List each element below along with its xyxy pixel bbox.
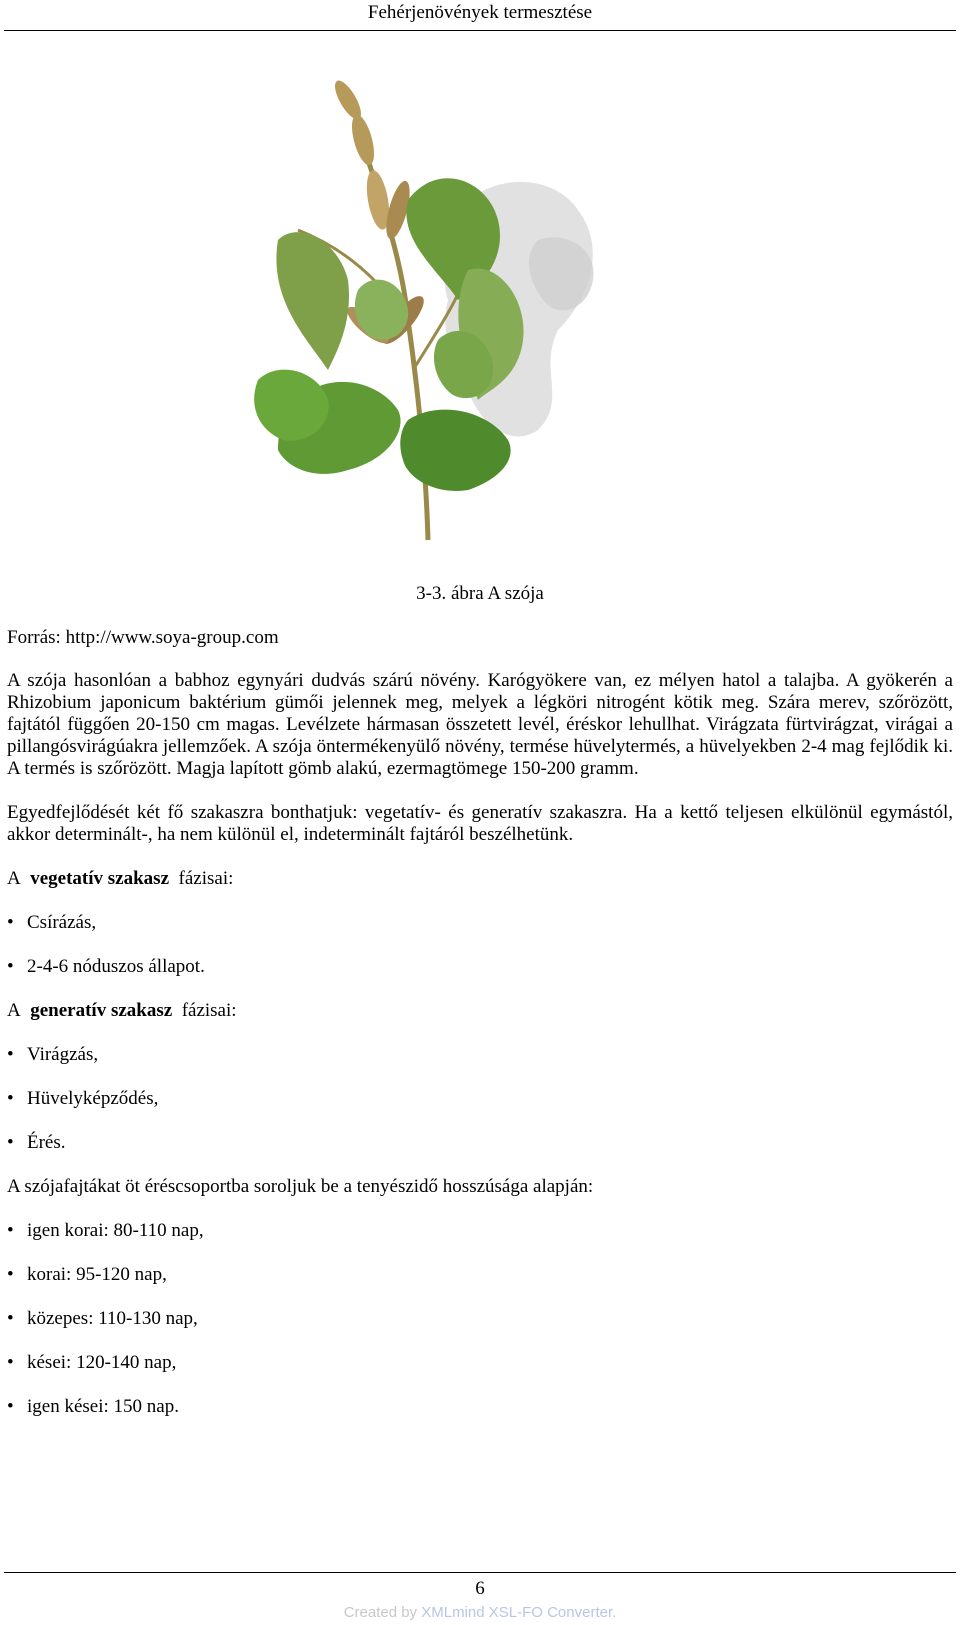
created-prefix: Created by: [343, 1604, 422, 1621]
header-rule: [4, 30, 956, 31]
bullet-icon: •: [7, 1044, 14, 1065]
list-item: [7, 1396, 953, 1418]
generative-heading: [7, 1000, 953, 1022]
leaf: [276, 232, 349, 370]
list-item: [7, 956, 953, 978]
converter-link[interactable]: XMLmind XSL-FO Converter: [421, 1604, 613, 1621]
generative-prefix: A: [7, 1000, 21, 1021]
leaf: [254, 370, 328, 441]
bullet-icon: •: [7, 1352, 14, 1373]
created-suffix: .: [612, 1604, 617, 1621]
paragraph-description: A szója hasonlóan a babhoz egynyári dudvás szárú növény. Karógyökere van, ez mélyen hatol a talajba. A gyökerén a Rhizobium japonicum baktérium gümői jelennek meg, melyek a légköri nitrogént kötik meg. Szára merev, szőrözött, fajtától függően 20-150 cm magas. Levélzete hármasan összetett levél, éréskor lehullhat. Virágzata fürtvirágzat, virágai a pillangósvirágúakra jellemzőek. A szója öntermékenyülő növény, termése hüvelytermés, a hüvelyekben 2-4 mag fejlődik ki. A termés is szőrözött. Magja lapított gömb alakú, ezermagtömege 150-200 gramm.: [7, 670, 953, 779]
list-item: [7, 1044, 953, 1066]
list-item: [7, 1352, 953, 1374]
figure-caption: [0, 582, 960, 606]
bullet-icon: •: [7, 1308, 14, 1329]
list-item: [7, 912, 953, 934]
pod: [330, 77, 366, 123]
list-item-text: kései: 120-140 nap,: [27, 1352, 177, 1373]
list-item: [7, 1132, 953, 1154]
bullet-icon: •: [7, 1396, 14, 1417]
footer-rule: [4, 1572, 956, 1573]
page-number: 6: [475, 1578, 485, 1599]
vegetative-suffix: fázisai:: [178, 868, 234, 889]
list-item: [7, 1220, 953, 1242]
list-item-text: Virágzás,: [27, 1044, 99, 1065]
paragraph-development: Egyedfejlődését két fő szakaszra bonthatjuk: vegetatív- és generatív szakaszra. Ha a kettő teljesen elkülönül egymástól, akkor determinált-, ha nem különül el, indeterminált fajtáról beszélhetünk.: [7, 802, 953, 845]
main-content: [7, 670, 953, 1440]
generative-suffix: fázisai:: [181, 1000, 237, 1021]
header-title: Fehérjenövények termesztése: [367, 2, 593, 23]
vegetative-prefix: A: [7, 868, 21, 889]
vegetative-bold: vegetatív szakasz: [30, 868, 170, 889]
page-header: [0, 0, 960, 26]
created-by: [0, 1603, 960, 1623]
list-item-text: 2-4-6 nóduszos állapot.: [27, 956, 205, 977]
soybean-plant-illustration: [238, 70, 618, 570]
pod: [348, 113, 379, 168]
list-item-text: Hüvelyképződés,: [27, 1088, 159, 1109]
list-item-text: igen kései: 150 nap.: [27, 1396, 179, 1417]
bullet-icon: •: [7, 1264, 14, 1285]
vegetative-heading: [7, 868, 953, 890]
bullet-icon: •: [7, 912, 14, 933]
bullet-icon: •: [7, 1132, 14, 1153]
list-item: [7, 1088, 953, 1110]
figure-source: Forrás: http://www.soya-group.com: [7, 627, 279, 648]
list-item: [7, 1308, 953, 1330]
list-item-text: Csírázás,: [27, 912, 97, 933]
list-item-text: közepes: 110-130 nap,: [27, 1308, 198, 1329]
maturity-groups-intro: A szójafajtákat öt éréscsoportba soroljuk be a tenyészidő hosszúsága alapján:: [7, 1176, 594, 1197]
list-item-text: Érés.: [27, 1132, 66, 1153]
list-item-text: igen korai: 80-110 nap,: [27, 1220, 204, 1241]
bullet-icon: •: [7, 956, 14, 977]
figure-caption-text: 3-3. ábra A szója: [416, 583, 544, 604]
bullet-icon: •: [7, 1088, 14, 1109]
list-item-text: korai: 95-120 nap,: [27, 1264, 167, 1285]
bullet-icon: •: [7, 1220, 14, 1241]
generative-bold: generatív szakasz: [30, 1000, 173, 1021]
soybean-figure: [238, 70, 618, 570]
list-item: [7, 1264, 953, 1286]
